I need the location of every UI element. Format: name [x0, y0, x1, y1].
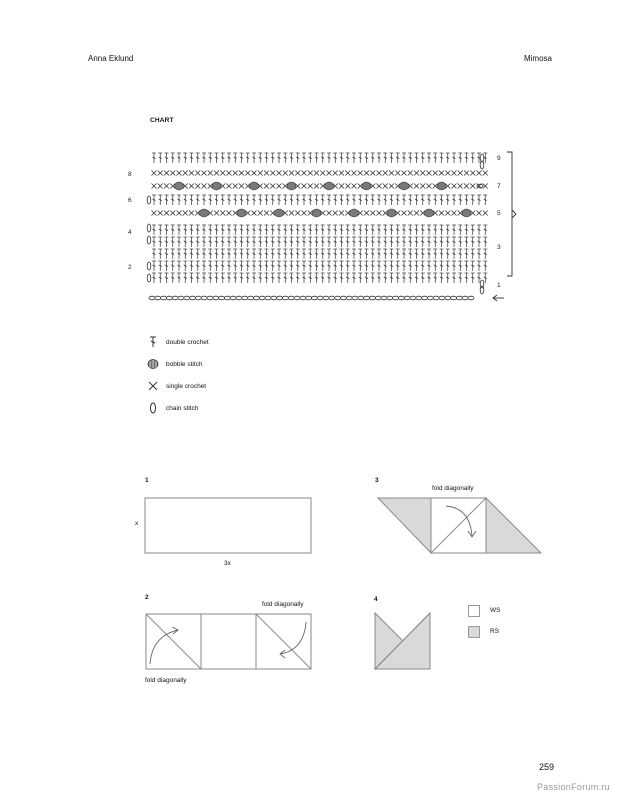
step-2-diagram [146, 614, 311, 669]
step-1-number: 1 [145, 477, 149, 484]
step-2-number: 2 [145, 594, 149, 601]
row-label-left: 8 [128, 171, 132, 178]
step-4-number: 4 [374, 596, 378, 603]
watermark: PassionForum.ru [536, 782, 610, 792]
chart-heading: CHART [150, 117, 174, 124]
row-label-right: 7 [497, 183, 501, 190]
row-label-right: 5 [497, 210, 501, 217]
rs-swatch [468, 626, 480, 638]
row-label-right: 3 [497, 244, 501, 251]
row-label-left: 4 [128, 229, 132, 236]
row-label-left: 2 [128, 264, 132, 271]
page-number: 259 [538, 762, 554, 772]
step-4-diagram [375, 613, 430, 669]
step-2-fold-label-top: fold diagonally [262, 601, 304, 608]
ws-swatch [468, 605, 480, 617]
rs-label: RS [490, 628, 500, 635]
legend-label: double crochet [166, 338, 209, 346]
legend-label: single crochet [166, 382, 207, 390]
step-1-side-label: x [135, 520, 139, 527]
legend-label: chain stitch [166, 404, 199, 412]
step-3-fold-label: fold diagonally [432, 485, 474, 492]
pattern-title: Mimosa [523, 54, 552, 63]
step-2-fold-label-bottom: fold diagonally [145, 677, 187, 684]
step-1-rectangle [145, 498, 311, 553]
ws-label: WS [490, 607, 501, 614]
row-label-left: 6 [128, 197, 132, 204]
legend-label: bobble stitch [166, 360, 203, 368]
author-name: Anna Eklund [88, 54, 134, 63]
step-1-bottom-label: 3x [224, 560, 231, 567]
row-label-right: 1 [497, 282, 501, 289]
step-3-diagram [378, 498, 541, 553]
row-label-right: 9 [497, 155, 501, 162]
step-3-number: 3 [375, 477, 379, 484]
